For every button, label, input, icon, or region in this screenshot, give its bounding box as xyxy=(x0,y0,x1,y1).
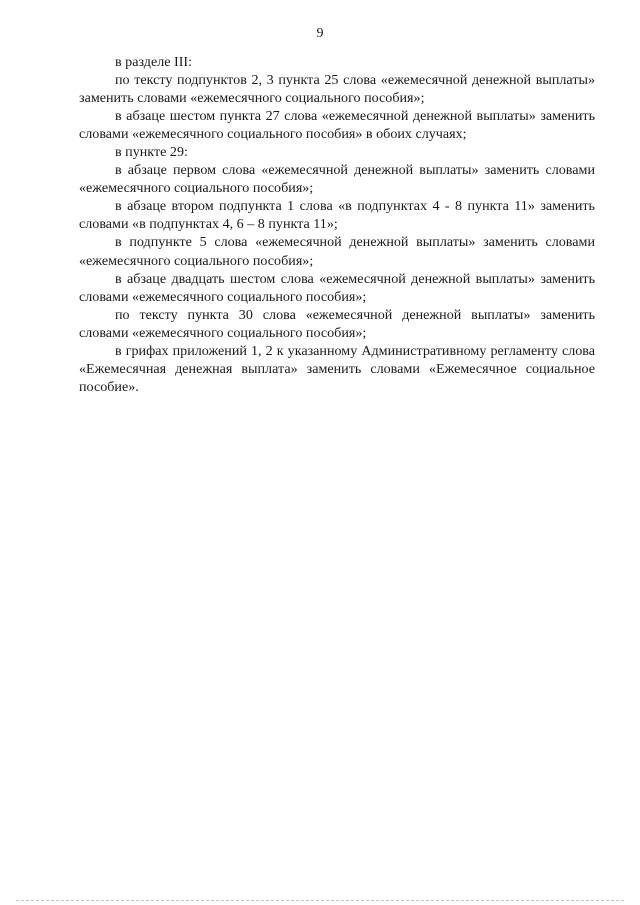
paragraph: в абзаце двадцать шестом слова «ежемесячной денежной выплаты» заменить словами «ежемесячного социального пособия»; xyxy=(79,270,595,305)
paragraph: в подпункте 5 слова «ежемесячной денежной выплаты» заменить словами «ежемесячного социального пособия»; xyxy=(79,234,595,269)
paragraph: в абзаце втором подпункта 1 слова «в подпунктах 4 - 8 пункта 11» заменить словами «в подпунктах 4, 6 – 8 пункта 11»; xyxy=(79,198,595,233)
scan-edge-line xyxy=(16,900,624,901)
paragraph: в абзаце первом слова «ежемесячной денежной выплаты» заменить словами «ежемесячного социального пособия»; xyxy=(79,162,595,197)
paragraph: в пункте 29: xyxy=(115,144,188,161)
page-number: 9 xyxy=(316,26,324,41)
paragraph: в разделе III: xyxy=(115,54,193,70)
paragraph: по тексту подпунктов 2, 3 пункта 25 слова «ежемесячной денежной выплаты» заменить словами «ежемесячного социального пособия»; xyxy=(79,72,595,107)
paragraph: в абзаце шестом пункта 27 слова «ежемесячной денежной выплаты» заменить словами «ежемесячного социального пособия» в обоих случаях; xyxy=(79,108,595,143)
paragraph: в грифах приложений 1, 2 к указанному Административному регламенту слова «Ежемесячная денежная выплата» заменить словами «Ежемесячное социальное пособие». xyxy=(79,342,595,395)
paragraph: по тексту пункта 30 слова «ежемесячной денежной выплаты» заменить словами «ежемесячного социального пособия»; xyxy=(79,306,595,341)
document-body xyxy=(79,53,595,396)
